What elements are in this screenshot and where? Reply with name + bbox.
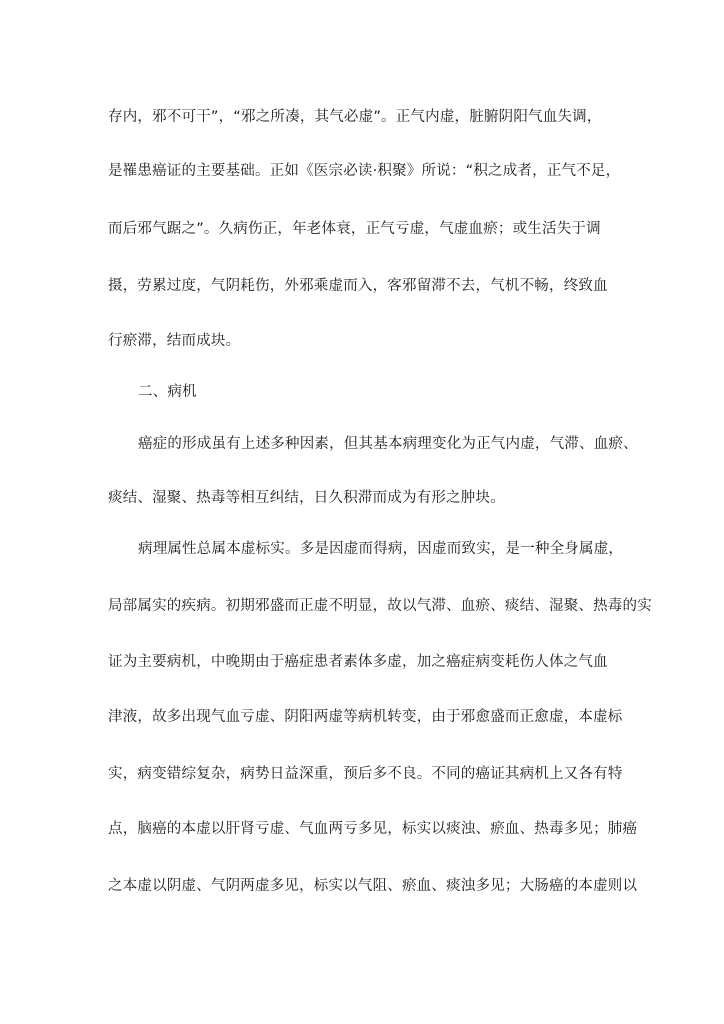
text-line: 津液，故多出现气血亏虚、阴阳两虚等病机转变，由于邪愈盛而正愈虚，本虚标 [108, 709, 623, 725]
text-line: 痰结、湿聚、热毒等相互纠结，日久积滞而成为有形之肿块。 [108, 490, 505, 506]
text-line: 实，病变错综复杂，病势日益深重，预后多不良。不同的癌证其病机上又各有特 [108, 766, 623, 782]
text-line: 而后邪气踞之”。久病伤正，年老体衰，正气亏虚，气虚血瘀；或生活失于调 [108, 221, 601, 237]
text-line: 摄，劳累过度，气阴耗伤，外邪乘虚而入，客邪留滞不去，气机不畅，终致血 [108, 278, 608, 294]
text-line: 病理属性总属本虚标实。多是因虚而得病，因虚而致实，是一种全身属虚， [138, 541, 624, 557]
text-line: 之本虚以阴虚、气阴两虚多见，标实以气阻、瘀血、痰浊多见；大肠癌的本虚则以 [108, 878, 638, 894]
section-heading: 二、病机 [138, 384, 197, 400]
text-line: 局部属实的疾病。初期邪盛而正虚不明显，故以气滞、血瘀、痰结、湿聚、热毒的实 [108, 598, 652, 614]
text-line: 行瘀滞，结而成块。 [108, 333, 241, 349]
text-line: 癌症的形成虽有上述多种因素，但其基本病理变化为正气内虚，气滞、血瘀、 [138, 436, 638, 452]
text-line: 点，脑癌的本虚以肝肾亏虚、气血两亏多见，标实以痰浊、瘀血、热毒多见；肺癌 [108, 821, 638, 837]
text-line: 是罹患癌证的主要基础。正如《医宗必读·积聚》所说：“积之成者，正气不足， [108, 163, 621, 179]
text-line: 证为主要病机，中晚期由于癌症患者素体多虚，加之癌症病变耗伤人体之气血 [108, 654, 608, 670]
text-line: 存内，邪不可干”，“邪之所凑，其气必虚”。正气内虚，脏腑阴阳气血失调， [108, 109, 602, 125]
